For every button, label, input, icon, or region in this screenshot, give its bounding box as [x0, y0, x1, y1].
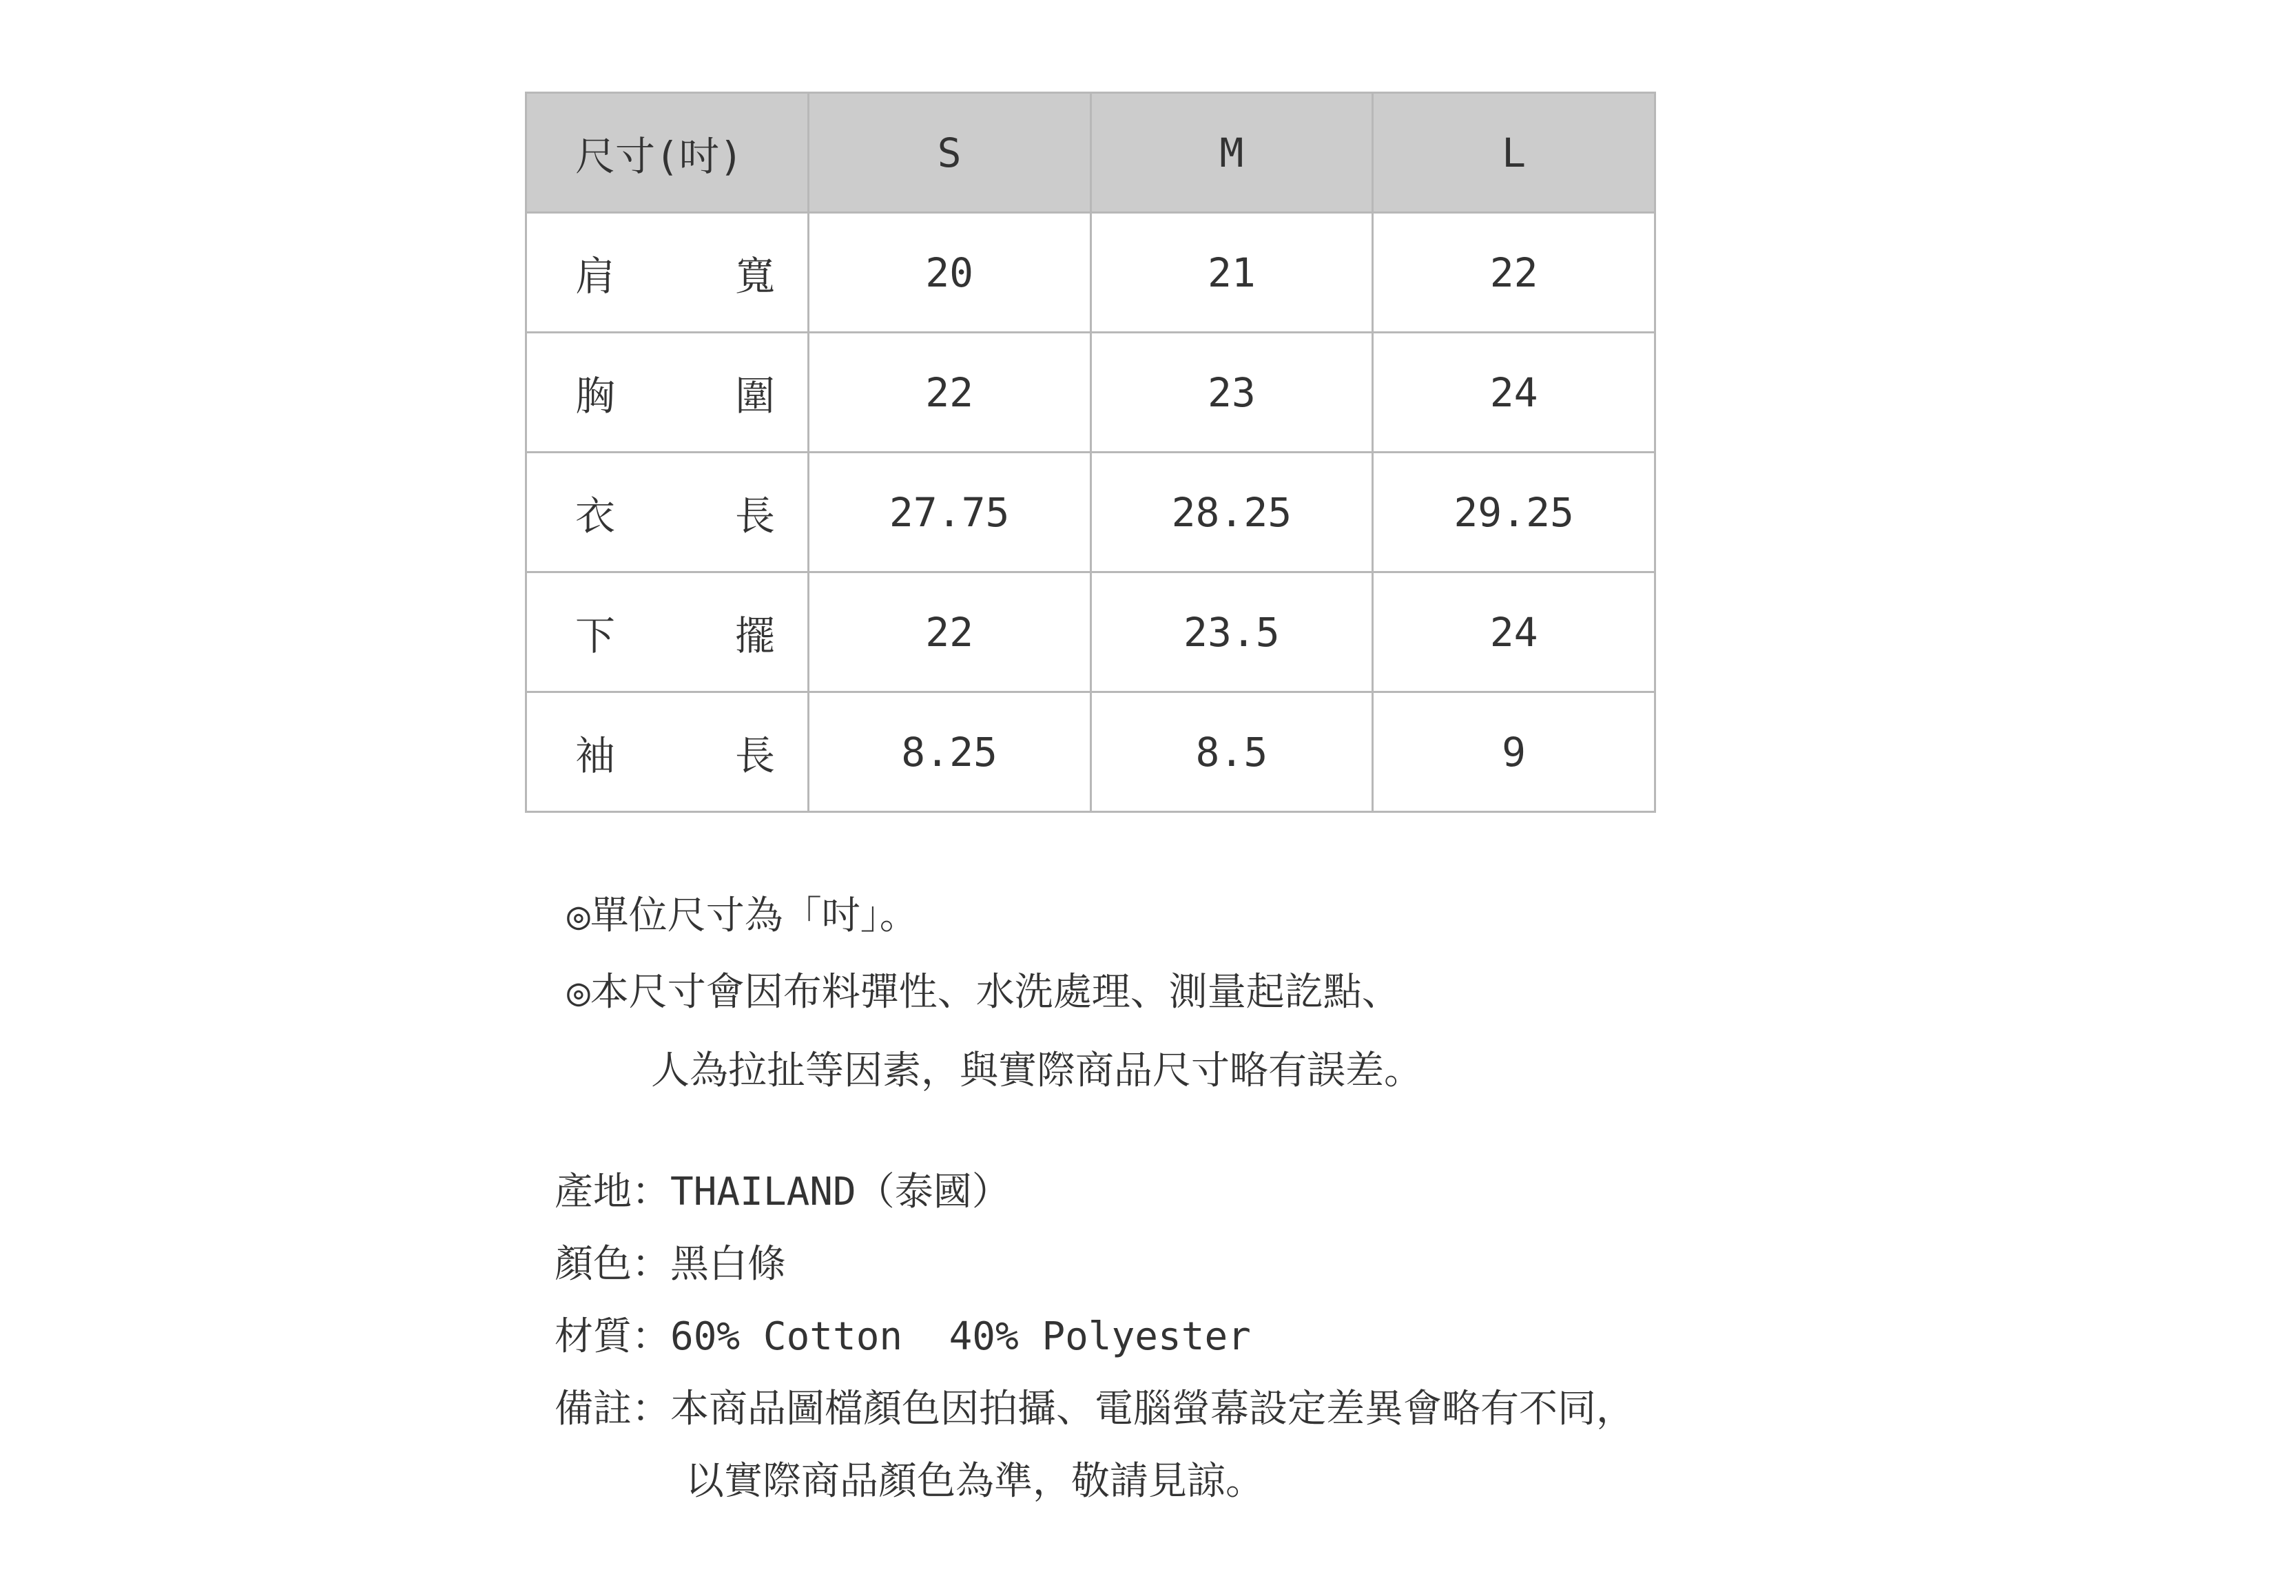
table-cell: 27.75 — [808, 453, 1090, 572]
row-label-length: 衣 長 — [526, 453, 809, 572]
row-label-hem: 下 擺 — [526, 572, 809, 692]
table-cell: 22 — [1373, 213, 1655, 333]
header-size-s: S — [808, 93, 1090, 213]
table-cell: 28.25 — [1090, 453, 1373, 572]
size-table — [525, 92, 1656, 813]
table-cell: 23.5 — [1090, 572, 1373, 692]
table-row-hem — [526, 572, 1655, 692]
table-cell: 24 — [1373, 572, 1655, 692]
row-label-chest: 胸 圍 — [526, 333, 809, 453]
table-cell: 9 — [1373, 692, 1655, 812]
info-remark-line2: 以實際商品顏色為準，敬請見諒。 — [685, 1459, 1264, 1504]
info-remark-line1: 備註：本商品圖檔顏色因拍攝、電腦螢幕設定差異會略有不同， — [555, 1387, 1635, 1431]
info-origin: 產地：THAILAND（泰國） — [555, 1170, 1011, 1214]
info-material: 材質：60% Cotton 40% Polyester — [555, 1314, 1251, 1359]
table-row-sleeve — [526, 692, 1655, 812]
row-label-shoulder: 肩 寬 — [526, 213, 809, 333]
table-row-chest — [526, 333, 1655, 453]
table-row-shoulder — [526, 213, 1655, 333]
table-cell: 22 — [808, 333, 1090, 453]
header-size-unit: 尺寸(吋) — [526, 93, 809, 213]
table-cell: 24 — [1373, 333, 1655, 453]
note-variance-line2: 人為拉扯等因素，與實際商品尺寸略有誤差。 — [651, 1048, 1423, 1093]
header-size-m: M — [1090, 93, 1373, 213]
table-cell: 22 — [808, 572, 1090, 692]
table-cell: 20 — [808, 213, 1090, 333]
table-cell: 23 — [1090, 333, 1373, 453]
table-cell: 8.25 — [808, 692, 1090, 812]
table-cell: 29.25 — [1373, 453, 1655, 572]
header-size-l: L — [1373, 93, 1655, 213]
row-label-sleeve: 袖 長 — [526, 692, 809, 812]
table-row-length — [526, 453, 1655, 572]
table-cell: 8.5 — [1090, 692, 1373, 812]
note-variance-line1: ◎本尺寸會因布料彈性、水洗處理、測量起訖點、 — [567, 970, 1400, 1015]
table-cell: 21 — [1090, 213, 1373, 333]
table-header-row — [526, 93, 1655, 213]
note-unit: ◎單位尺寸為「吋」。 — [567, 893, 918, 938]
info-color: 顏色：黑白條 — [555, 1242, 786, 1287]
